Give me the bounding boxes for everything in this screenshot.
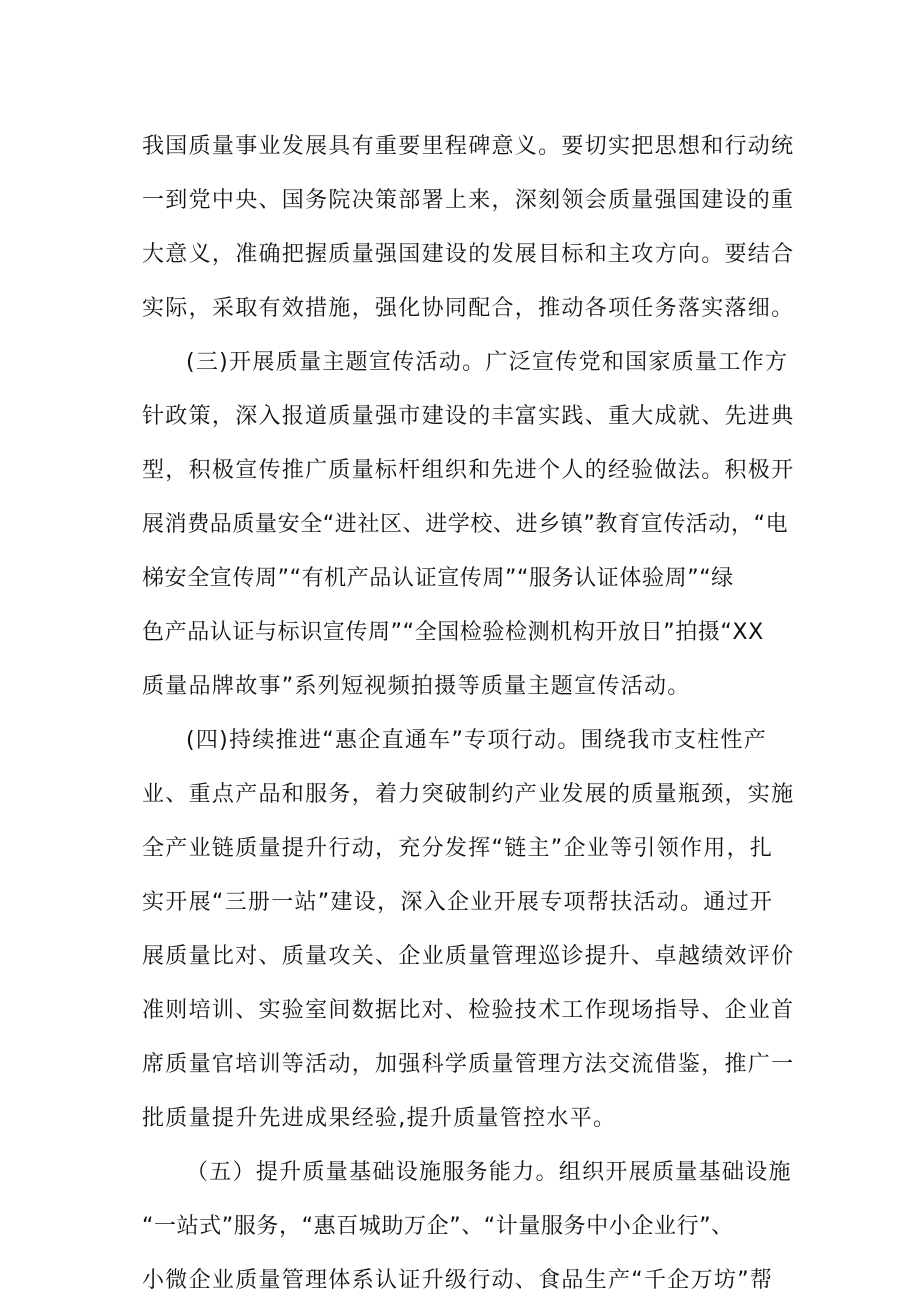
text-line: 展消费品质量安全“进社区、进学校、进乡镇”教育宣传活动，“电 [142, 512, 789, 537]
text-line: 质量品牌故事”系列短视频拍摄等质量主题宣传活动。 [142, 674, 691, 699]
text-line: 小微企业质量管理体系认证升级行动、食品生产“千企万坊”帮 [142, 1268, 774, 1293]
text-line: 实际，采取有效措施，强化协同配合，推动各项任务落实落细。 [142, 296, 795, 321]
section-heading-4: (四)持续推进“惠企直通车”专项行动。围绕我市支柱性产 [186, 728, 768, 753]
text-line: 批质量提升先进成果经验,提升质量管控水平。 [142, 1106, 617, 1131]
text-line: 展质量比对、质量攻关、企业质量管理巡诊提升、卓越绩效评价 [142, 944, 795, 969]
text-line: 大意义，准确把握质量强国建设的发展目标和主攻方向。要结合 [142, 242, 795, 267]
document-body [142, 120, 798, 1308]
text-line: 准则培训、实验室间数据比对、检验技术工作现场指导、企业首 [142, 998, 795, 1023]
text-line: 业、重点产品和服务，着力突破制约产业发展的质量瓶颈，实施 [142, 782, 795, 807]
section-heading-3: (三)开展质量主题宣传活动。广泛宣传党和国家质量工作方 [186, 350, 789, 375]
text-line: 实开展“三册一站”建设，深入企业开展专项帮扶活动。通过开 [142, 890, 774, 915]
text-line: 型，积极宣传推广质量标杆组织和先进个人的经验做法。积极开 [142, 458, 795, 483]
text-line: 梯安全宣传周”“有机产品认证宣传周”“服务认证体验周”“绿 [142, 566, 734, 591]
text-line: 席质量官培训等活动，加强科学质量管理方法交流借鉴，推广一 [142, 1052, 795, 1077]
text-line: 针政策，深入报道质量强市建设的丰富实践、重大成就、先进典 [142, 404, 795, 429]
text-line: 一到党中央、国务院决策部署上来，深刻领会质量强国建设的重 [142, 188, 795, 213]
text-line: 色产品认证与标识宣传周”“全国检验检测机构开放日”拍摄“XX [142, 620, 764, 645]
text-line: 全产业链质量提升行动，充分发挥“链主”企业等引领作用，扎 [142, 836, 774, 861]
text-line: “一站式”服务，“惠百城助万企”、“计量服务中小企业行”、 [142, 1214, 734, 1239]
section-heading-5: （五）提升质量基础设施服务能力。组织开展质量基础设施 [186, 1160, 792, 1185]
text-line: 我国质量事业发展具有重要里程碑意义。要切实把思想和行动统 [142, 134, 795, 159]
